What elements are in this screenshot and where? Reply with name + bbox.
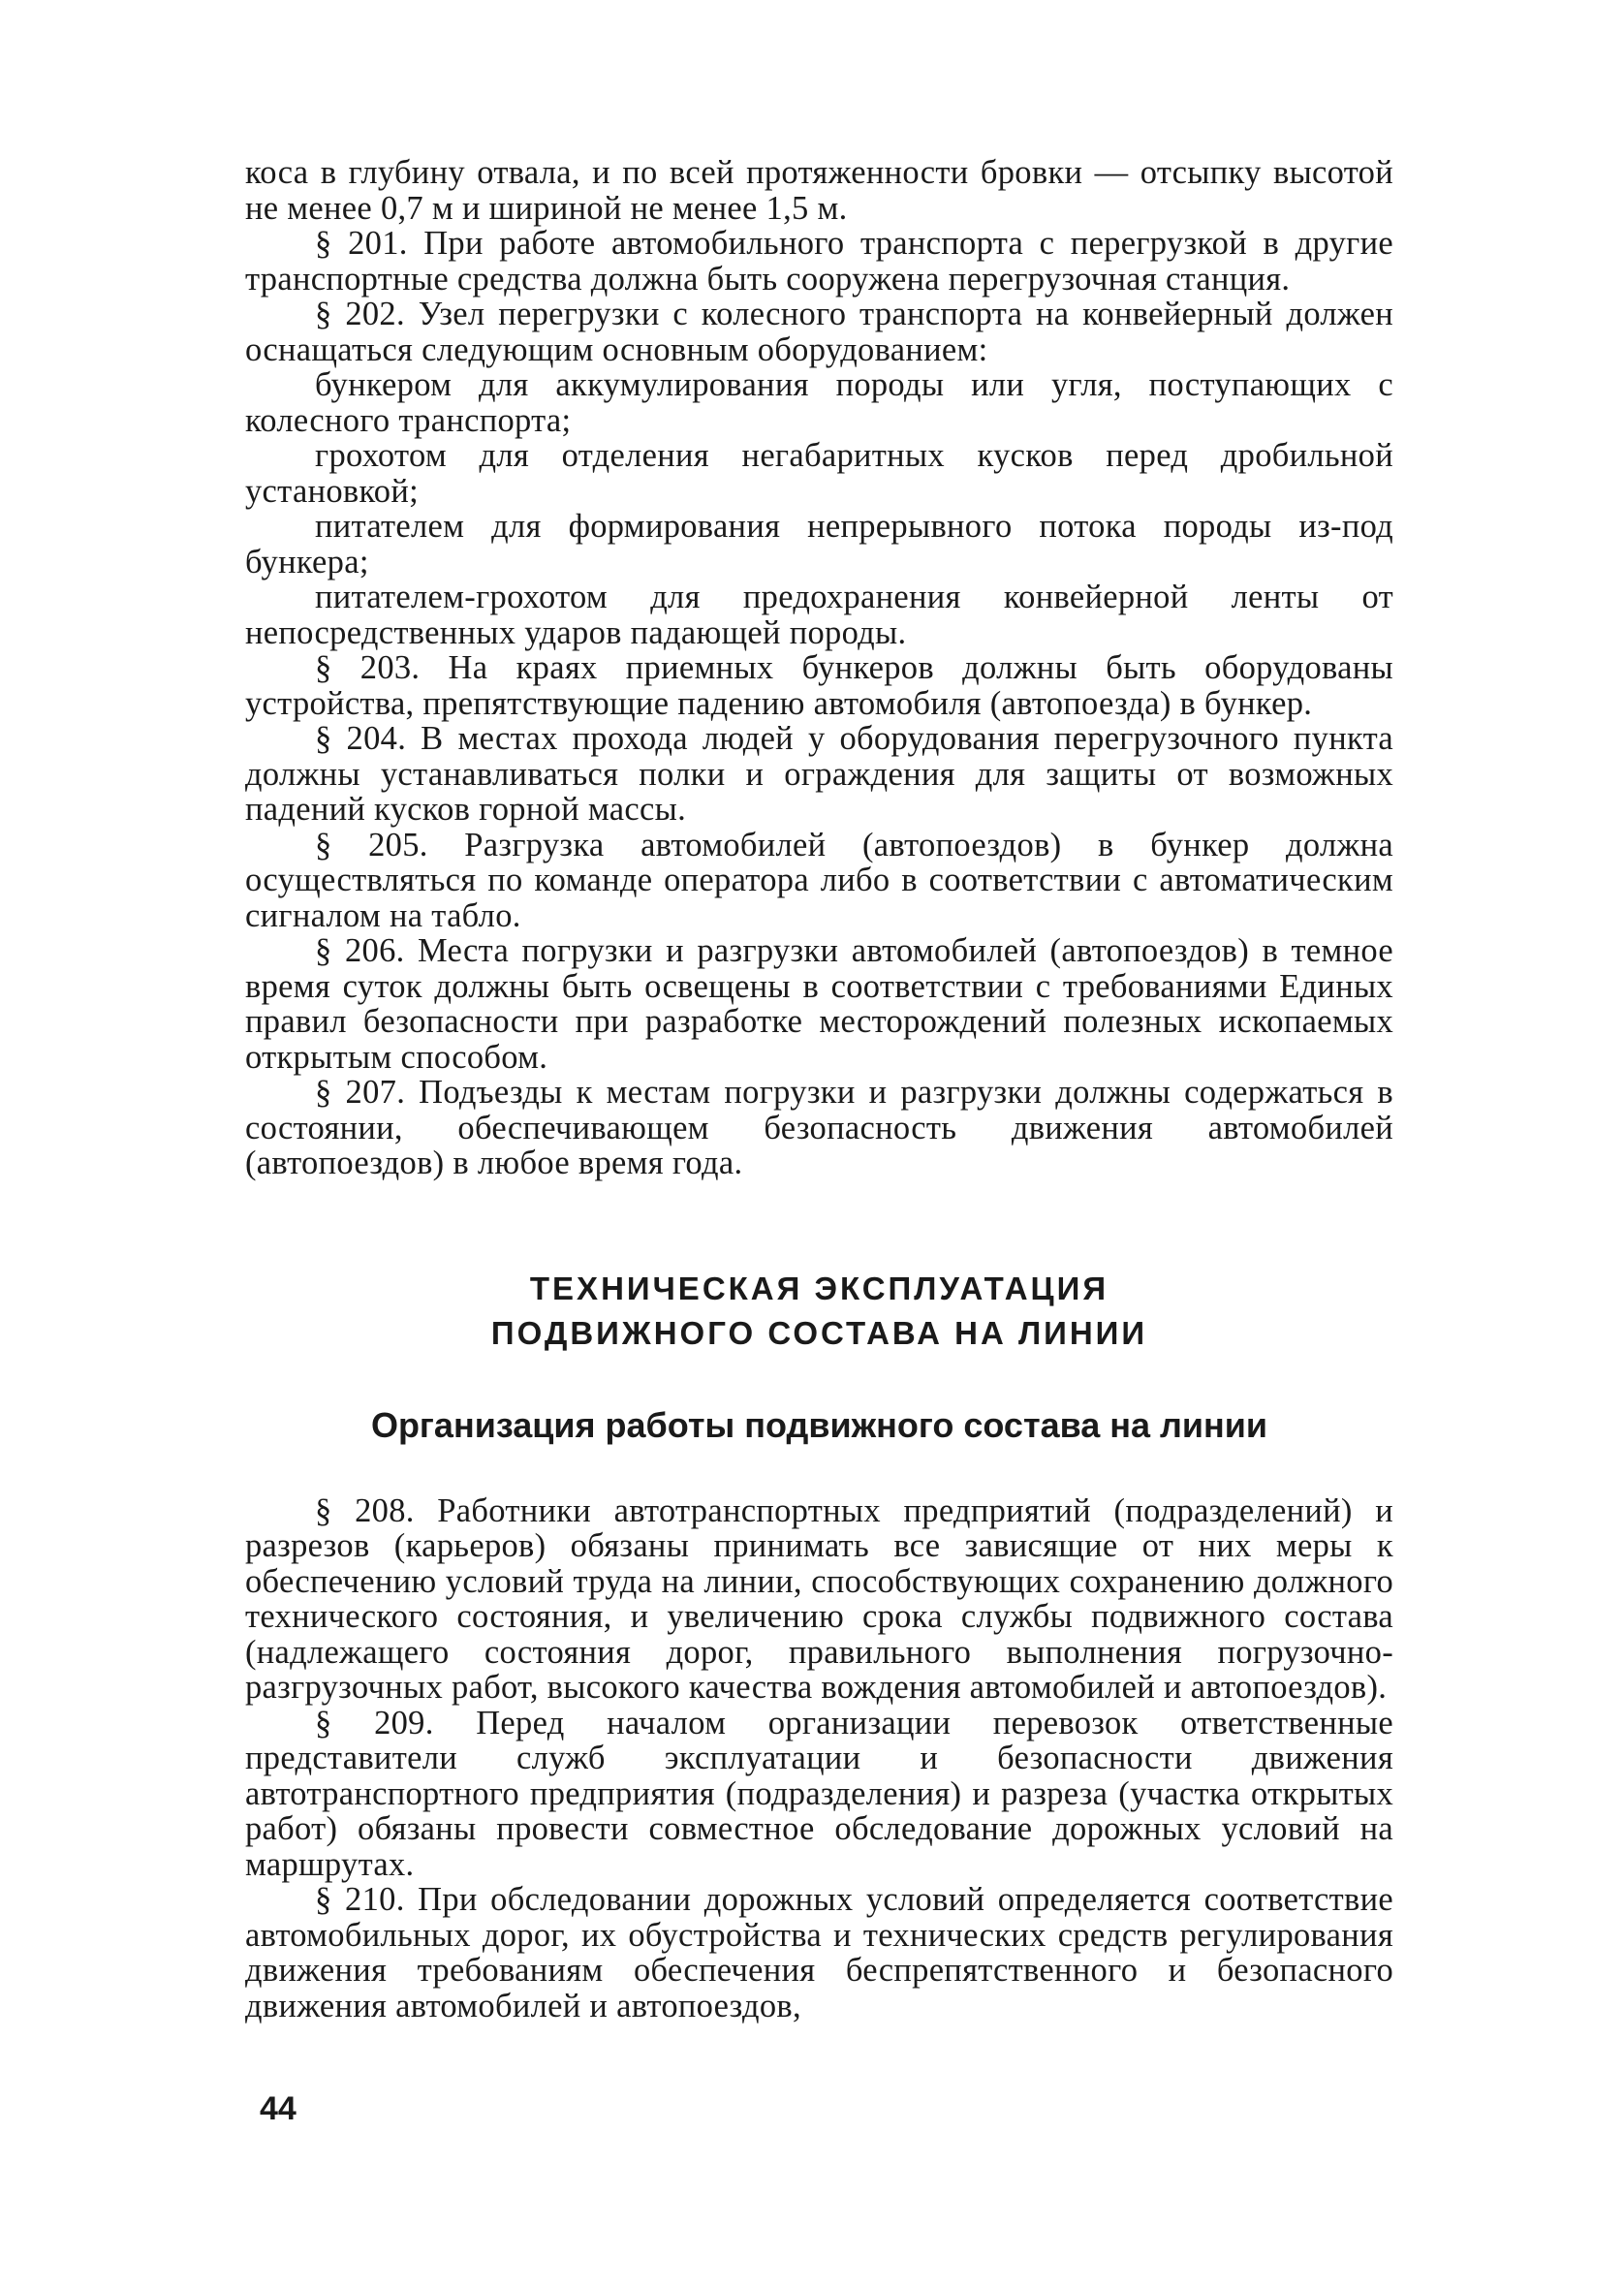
list-item-feeder-screen: питателем-грохотом для предохранения конвейерной ленты от непосредственных ударов падающей породы. — [245, 579, 1393, 651]
paragraph-204: § 204. В местах прохода людей у оборудования перегрузочного пункта должны устанавливаться полки и ограждения для защиты от возможных падений кусков горной массы. — [245, 720, 1393, 828]
paragraph-209: § 209. Перед началом организации перевозок ответственные представители служб эксплуатации и безопасности движения автотранспортного предприятия (подразделения) и разреза (участка открытых работ) обязаны провести совместное обследование дорожных условий на маршрутах. — [245, 1704, 1393, 1883]
top-text-block — [245, 155, 1393, 1181]
page-body — [245, 155, 1393, 2023]
list-item-feeder: питателем для формирования непрерывного потока породы из-под бункера; — [245, 508, 1393, 580]
paragraph-202: § 202. Узел перегрузки с колесного транспорта на конвейерный должен оснащаться следующим основным оборудованием: — [245, 296, 1393, 368]
bottom-text-block — [245, 1493, 1393, 2024]
list-item-screen: грохотом для отделения негабаритных кусков перед дробильной установкой; — [245, 437, 1393, 510]
section-heading — [245, 1267, 1393, 1356]
paragraph-205: § 205. Разгрузка автомобилей (автопоездов) в бункер должна осуществляться по команде оператора либо в соответствии с автоматическим сигналом на табло. — [245, 826, 1393, 934]
section-heading-line-2: ПОДВИЖНОГО СОСТАВА НА ЛИНИИ — [490, 1314, 1148, 1351]
paragraph-203: § 203. На краях приемных бункеров должны быть оборудованы устройства, препятствующие падению автомобиля (автопоезда) в бункер. — [245, 649, 1393, 722]
section-heading-line-1: ТЕХНИЧЕСКАЯ ЭКСПЛУАТАЦИЯ — [529, 1270, 1109, 1306]
list-item-bunker: бункером для аккумулирования породы или угля, поступающих с колесного транспорта; — [245, 366, 1393, 439]
paragraph-201: § 201. При работе автомобильного транспорта с перегрузкой в другие транспортные средства должна быть сооружена перегрузочная станция. — [245, 225, 1393, 298]
paragraph-continuation: коса в глубину отвала, и по всей протяженности бровки — отсыпку высотой не менее 0,7 м и шириной не менее 1,5 м. — [245, 154, 1393, 227]
paragraph-208: § 208. Работники автотранспортных предприятий (подразделений) и разрезов (карьеров) обязаны принимать все зависящие от них меры к обеспечению условий труда на линии, способствующих сохранению должного технического состояния, и увеличению срока службы подвижного состава (надлежащего состояния дорог, правильного выполнения погрузочно-разгрузочных работ, высокого качества вождения автомобилей и автопоездов). — [245, 1491, 1393, 1706]
paragraph-206: § 206. Места погрузки и разгрузки автомобилей (автопоездов) в темное время суток должны быть освещены в соответствии с требованиями Единых правил безопасности при разработке месторождений полезных ископаемых открытым способом. — [245, 932, 1393, 1076]
paragraph-207: § 207. Подъезды к местам погрузки и разгрузки должны содержаться в состоянии, обеспечивающем безопасность движения автомобилей (автопоездов) в любое время года. — [245, 1074, 1393, 1181]
paragraph-210: § 210. При обследовании дорожных условий определяется соответствие автомобильных дорог, их обустройства и технических средств регулирования движения требованиям обеспечения беспрепятственного и безопасного движения автомобилей и автопоездов, — [245, 1881, 1393, 2024]
subsection-heading: Организация работы подвижного состава на линии — [370, 1404, 1268, 1445]
page-number: 44 — [260, 2090, 297, 2127]
